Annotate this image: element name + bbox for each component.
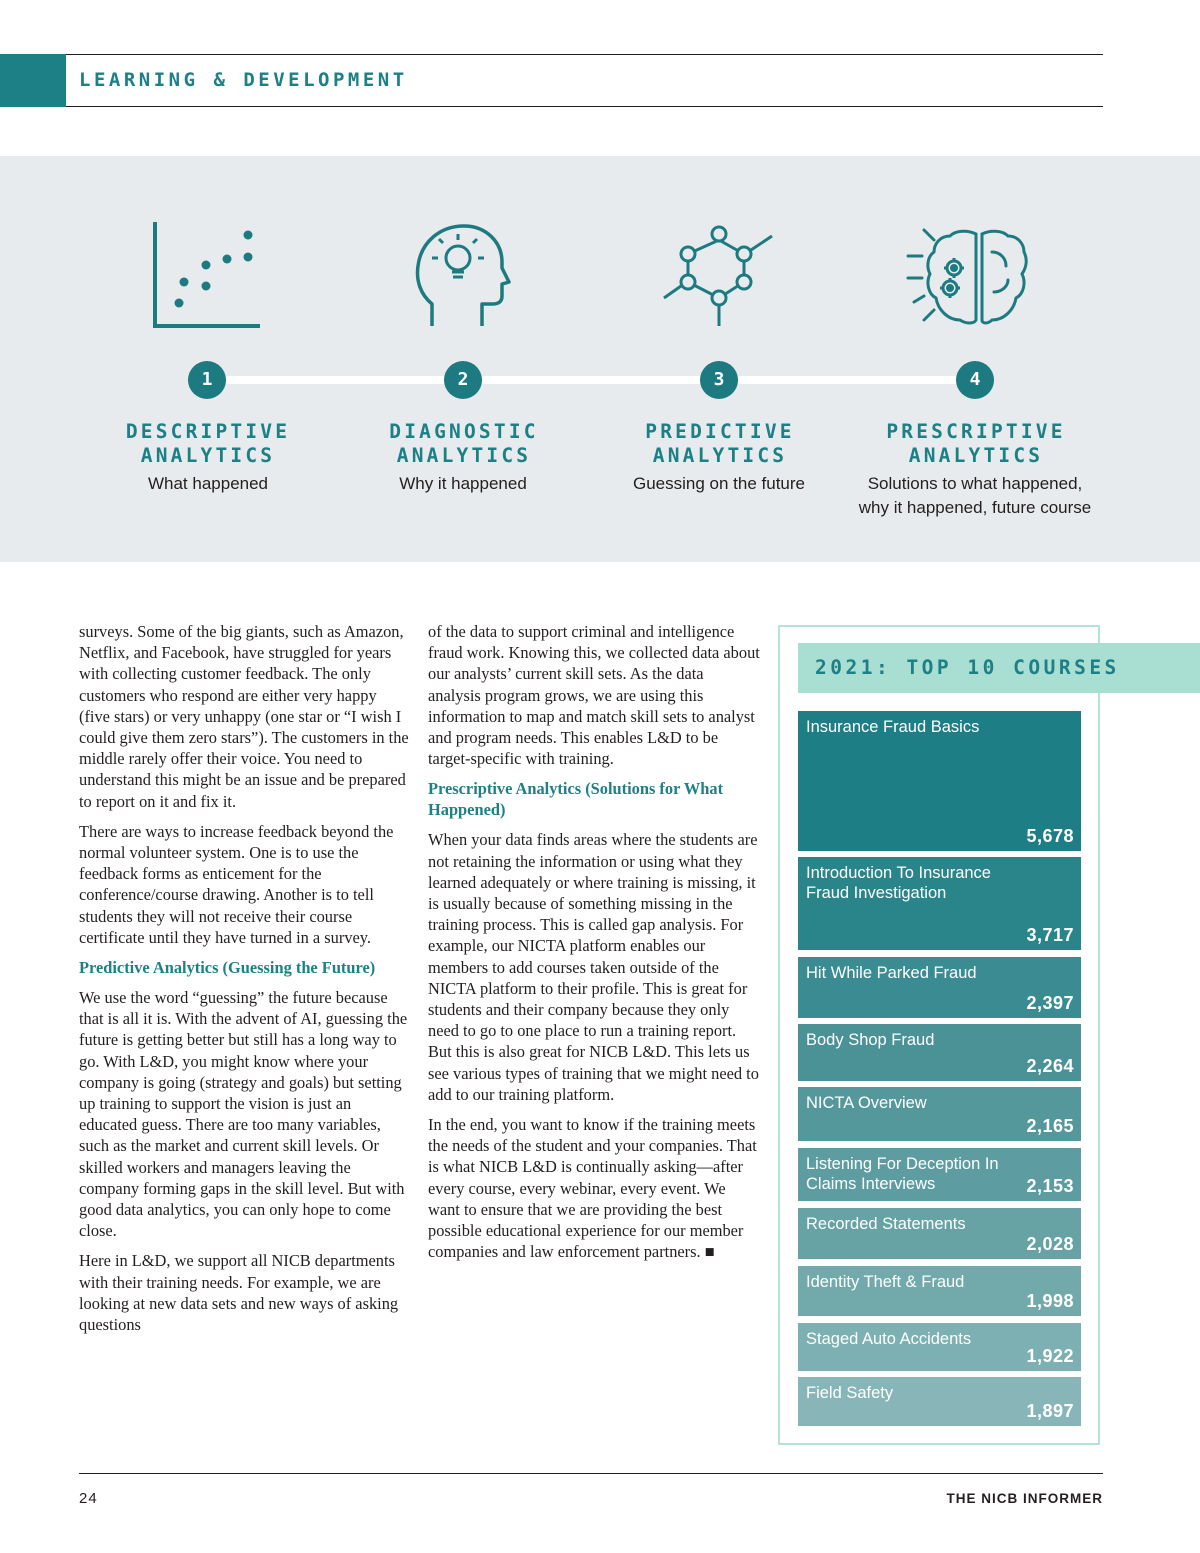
course-item <box>798 711 1081 851</box>
network-hexagon-icon <box>662 220 776 330</box>
paragraph: When your data finds areas where the students are not retaining the information or using what they learned adequately or where training is missing, it is usually because of something missing in the training process. This is called gap analysis. For example, our NICTA platform enables our members to add courses taken outside of the NICTA platform to their profile. This is great for students and their company because they only need to go to one place to run a training report. But this is also great for NICB L&D. This lets us see various types of training that we might need to add to our training platform. <box>428 830 759 1104</box>
step-title-1: DESCRIPTIVE ANALYTICS <box>125 420 291 467</box>
course-name: Listening For Deception In Claims Interviews <box>806 1155 999 1193</box>
step-title-4: PRESCRIPTIVE ANALYTICS <box>886 420 1066 467</box>
step-number-1: 1 <box>188 361 226 399</box>
course-value: 2,153 <box>1026 1176 1074 1196</box>
paragraph: of the data to support criminal and intelligence fraud work. Knowing this, we collected data about our analysts’ current skill sets. As the data analysis program grows, we are using this information to map and match skill sets to analyst and program needs. This enables L&D to be target-specific with training. <box>428 622 760 769</box>
step-title-3: PREDICTIVE ANALYTICS <box>645 420 795 467</box>
top-courses-title: 2021: TOP 10 COURSES <box>815 656 1120 679</box>
course-name: Insurance Fraud Basics <box>806 718 980 736</box>
course-value: 1,897 <box>1026 1401 1074 1421</box>
footer-rule <box>79 1473 1103 1474</box>
course-value: 5,678 <box>1026 826 1074 846</box>
header-rule-top <box>66 54 1103 55</box>
brain-gears-icon <box>904 222 1028 330</box>
course-item <box>798 1266 1081 1316</box>
step-desc-3: Guessing on the future <box>632 474 805 493</box>
course-name: Staged Auto Accidents <box>806 1330 972 1348</box>
step-number-3: 3 <box>700 361 738 399</box>
paragraph: surveys. Some of the big giants, such as Amazon, Netflix, and Facebook, have struggled for years with collecting customer feedback. The only customers who respond are either very happy (five stars) or very unhappy (one star or “I wish I could give them zero stars”). The customers in the middle rarely offer their voice. You need to understand this might be an issue and be prepared to report on it and fix it. <box>79 622 409 811</box>
course-item <box>798 1024 1081 1081</box>
article-column-1 <box>79 621 409 1344</box>
course-item <box>798 1208 1081 1259</box>
course-name: Body Shop Fraud <box>806 1031 935 1049</box>
course-item <box>798 1087 1081 1141</box>
step-desc-1: What happened <box>147 474 269 493</box>
paragraph: We use the word “guessing” the future because that is all it is. With the advent of AI, guessing the future is getting better but still has a long way to go. With L&D, you might know where your company is going (strategy and goals) but setting up training to support the vision is just an educated guess. There are too many variables, such as the market and current skill levels. Or skilled workers and managers leaving the company forming gaps in the skill level. But with good data analytics, you can only hope to come close. <box>79 988 408 1241</box>
course-value: 2,264 <box>1026 1056 1074 1076</box>
step-desc-4: Solutions to what happened, why it happened, future course <box>858 474 1092 517</box>
course-name: Hit While Parked Fraud <box>806 964 977 982</box>
course-value: 2,397 <box>1026 993 1074 1013</box>
paragraph: Here in L&D, we support all NICB departments with their training needs. For example, we are looking at new data sets and new ways of asking questions <box>79 1251 399 1335</box>
course-name: Recorded Statements <box>806 1215 966 1233</box>
step-title-2: DIAGNOSTIC ANALYTICS <box>389 420 539 467</box>
subheading: Prescriptive Analytics (Solutions for What Happened) <box>428 779 724 820</box>
page-number: 24 <box>79 1490 98 1507</box>
course-value: 2,028 <box>1026 1234 1074 1254</box>
progress-line <box>207 376 976 384</box>
header-accent-block <box>0 54 66 107</box>
course-item <box>798 1323 1081 1371</box>
course-item <box>798 857 1081 950</box>
paragraph: There are ways to increase feedback beyond the normal volunteer system. One is to use the feedback forms as enticement for the conference/course drawing. Another is to tell students they will not receive their course certificate until they have turned in a survey. <box>79 821 394 947</box>
course-item <box>798 1377 1081 1426</box>
head-lightbulb-icon <box>412 220 512 330</box>
paragraph: In the end, you want to know if the training meets the needs of the student and your companies. That is what NICB L&D is continually asking—after every course, every webinar, every event. We want to ensure that we are providing the best possible educational experience for our member companies and law enforcement partners. ■ <box>428 1115 757 1262</box>
course-name: NICTA Overview <box>806 1094 927 1112</box>
course-item <box>798 957 1081 1018</box>
course-name: Introduction To Insurance Fraud Investigation <box>806 864 991 902</box>
article-column-2 <box>428 621 760 1271</box>
step-desc-2: Why it happened <box>399 474 527 493</box>
publication-name: THE NICB INFORMER <box>946 1491 1103 1506</box>
section-label: LEARNING & DEVELOPMENT <box>79 69 408 91</box>
header-rule-bottom <box>66 106 1103 107</box>
subheading: Predictive Analytics (Guessing the Future) <box>79 958 376 978</box>
course-value: 1,922 <box>1026 1346 1074 1366</box>
course-name: Field Safety <box>806 1384 894 1402</box>
course-value: 3,717 <box>1026 925 1074 945</box>
step-number-4: 4 <box>956 361 994 399</box>
course-name: Identity Theft & Fraud <box>806 1273 965 1291</box>
step-number-2: 2 <box>444 361 482 399</box>
course-item <box>798 1148 1081 1201</box>
scatter-plot-icon <box>150 220 264 330</box>
course-value: 2,165 <box>1026 1116 1074 1136</box>
course-value: 1,998 <box>1026 1291 1074 1311</box>
